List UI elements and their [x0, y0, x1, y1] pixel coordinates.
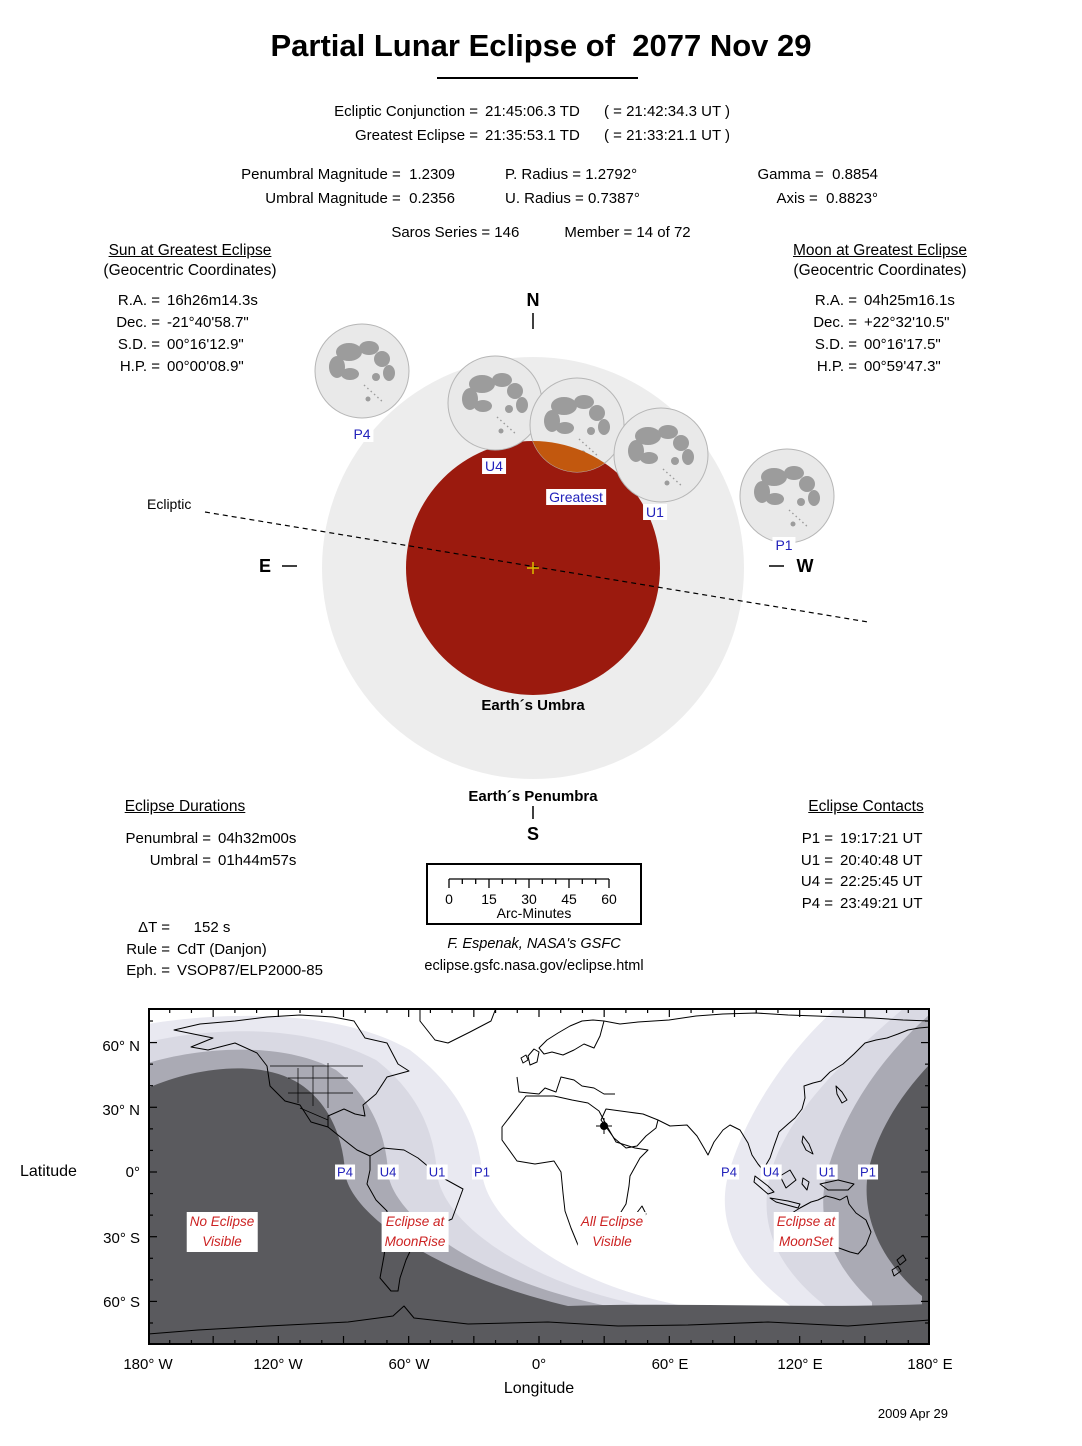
lat-tick-30s: 30° S: [103, 1230, 140, 1247]
north-label: N: [526, 290, 540, 310]
svg-text:45: 45: [561, 891, 577, 907]
lon-tick-180w: 180° W: [123, 1356, 173, 1373]
credit-author: F. Espenak, NASA's GSFC: [447, 936, 621, 952]
conjunction-ut: ( = 21:42:34.3 UT ): [604, 103, 731, 120]
p-radius: P. Radius = 1.2792°: [505, 166, 638, 183]
durations-title: Eclipse Durations: [124, 798, 246, 815]
page-title: Partial Lunar Eclipse of 2077 Nov 29: [270, 28, 812, 63]
penumbral-magnitude: Penumbral Magnitude = 1.2309: [241, 166, 455, 183]
greatest-label: Greatest Eclipse =: [355, 127, 478, 144]
longitude-axis-label: Longitude: [503, 1380, 575, 1397]
map-contact-u4-left: U4: [379, 1164, 397, 1180]
umbra-caption: Earth´s Umbra: [481, 697, 585, 714]
sun-subtitle: (Geocentric Coordinates): [103, 262, 277, 279]
moon-title: Moon at Greatest Eclipse: [792, 242, 968, 259]
umbral-magnitude: Umbral Magnitude = 0.2356: [265, 190, 455, 207]
contacts-block: Eclipse Contacts P1 = 19:17:21 UT U1 = 20:40:48 UT U4 = 22:25:45 UT P4 = 23:49:21 UT: [731, 798, 1001, 914]
diagram-label-u1: U1: [643, 504, 667, 520]
moon-at-p4: [315, 324, 409, 418]
lon-tick-120e: 120° E: [777, 1356, 823, 1373]
contacts-title: Eclipse Contacts: [808, 798, 924, 815]
svg-text:0: 0: [445, 891, 453, 907]
axis: Axis = 0.8823°: [776, 190, 878, 207]
svg-text:30: 30: [521, 891, 537, 907]
moon-at-p1: [740, 449, 834, 543]
durations-block: Eclipse Durations Penumbral = 04h32m00s Umbral = 01h44m57s: [50, 798, 320, 871]
lon-tick-60w: 60° W: [388, 1356, 430, 1373]
zone-moonrise: Eclipse at MoonRise: [382, 1212, 449, 1252]
arcminutes-label: Arc-Minutes: [496, 905, 572, 921]
map-contact-p4-left: P4: [337, 1164, 353, 1180]
latitude-axis-label: Latitude: [20, 1163, 77, 1180]
zone-all-eclipse: All Eclipse Visible: [578, 1212, 646, 1252]
map-contact-u1-right: U1: [818, 1164, 836, 1180]
saros-member: Member = 14 of 72: [564, 224, 691, 241]
south-label: S: [526, 824, 540, 844]
greatest-td: 21:35:53.1 TD: [485, 127, 580, 144]
diagram-label-greatest: Greatest: [546, 489, 606, 505]
greatest-ut: ( = 21:33:21.1 UT ): [604, 127, 731, 144]
conjunction-label: Ecliptic Conjunction =: [334, 103, 478, 120]
east-label: E: [258, 556, 272, 576]
svg-text:15: 15: [481, 891, 497, 907]
arcminute-ruler: [428, 865, 640, 923]
figure-date: 2009 Apr 29: [877, 1406, 948, 1421]
sun-rows: R.A. = 16h26m14.3s Dec. = -21°40'58.7" S.D. = 00°16'12.9" H.P. = 00°00'08.9": [116, 292, 258, 375]
lat-tick-60n: 60° N: [102, 1038, 140, 1055]
gamma: Gamma = 0.8854: [757, 166, 878, 183]
diagram-label-p1: P1: [772, 537, 795, 553]
lat-tick-60s: 60° S: [103, 1294, 140, 1311]
moon-at-u1: [614, 408, 708, 502]
lon-tick-120w: 120° W: [253, 1356, 303, 1373]
diagram-label-p4: P4: [350, 426, 373, 442]
zone-no-eclipse: No Eclipse Visible: [187, 1212, 258, 1252]
u-radius: U. Radius = 0.7387°: [505, 190, 640, 207]
zone-moonset: Eclipse at MoonSet: [774, 1212, 839, 1252]
map-contact-u1-left: U1: [428, 1164, 446, 1180]
lon-tick-60e: 60° E: [651, 1356, 689, 1373]
moon-at-u4: [448, 356, 542, 450]
conjunction-td: 21:45:06.3 TD: [485, 103, 580, 120]
penumbra-caption: Earth´s Penumbra: [468, 788, 598, 805]
lat-tick-0: 0°: [125, 1164, 140, 1181]
lon-tick-180e: 180° E: [907, 1356, 953, 1373]
map-contact-p1-right: P1: [860, 1164, 876, 1180]
moon-rows: R.A. = 04h25m16.1s Dec. = +22°32'10.5" S.D. = 00°16'17.5" H.P. = 00°59'47.3": [813, 292, 955, 375]
west-label: W: [796, 556, 814, 576]
visibility-map: [148, 1008, 930, 1345]
lat-tick-30n: 30° N: [102, 1102, 140, 1119]
sun-title: Sun at Greatest Eclipse: [108, 242, 272, 259]
ecliptic-label: Ecliptic: [147, 496, 192, 512]
map-contact-p1-left: P1: [474, 1164, 490, 1180]
diagram-label-u4: U4: [482, 458, 506, 474]
ruler-ticks: [449, 879, 609, 888]
map-contact-u4-right: U4: [762, 1164, 780, 1180]
saros-series: Saros Series = 146: [391, 224, 520, 241]
credit-url: eclipse.gsfc.nasa.gov/eclipse.html: [424, 958, 644, 974]
moon-subtitle: (Geocentric Coordinates): [793, 262, 967, 279]
arcminute-scale-box: [426, 863, 642, 925]
map-contact-p4-right: P4: [721, 1164, 737, 1180]
svg-text:60: 60: [601, 891, 617, 907]
params-block: ΔT = 152 s Rule = CdT (Danjon) Eph. = VSOP87/ELP2000-85: [126, 919, 323, 979]
lon-tick-0: 0°: [531, 1356, 547, 1373]
